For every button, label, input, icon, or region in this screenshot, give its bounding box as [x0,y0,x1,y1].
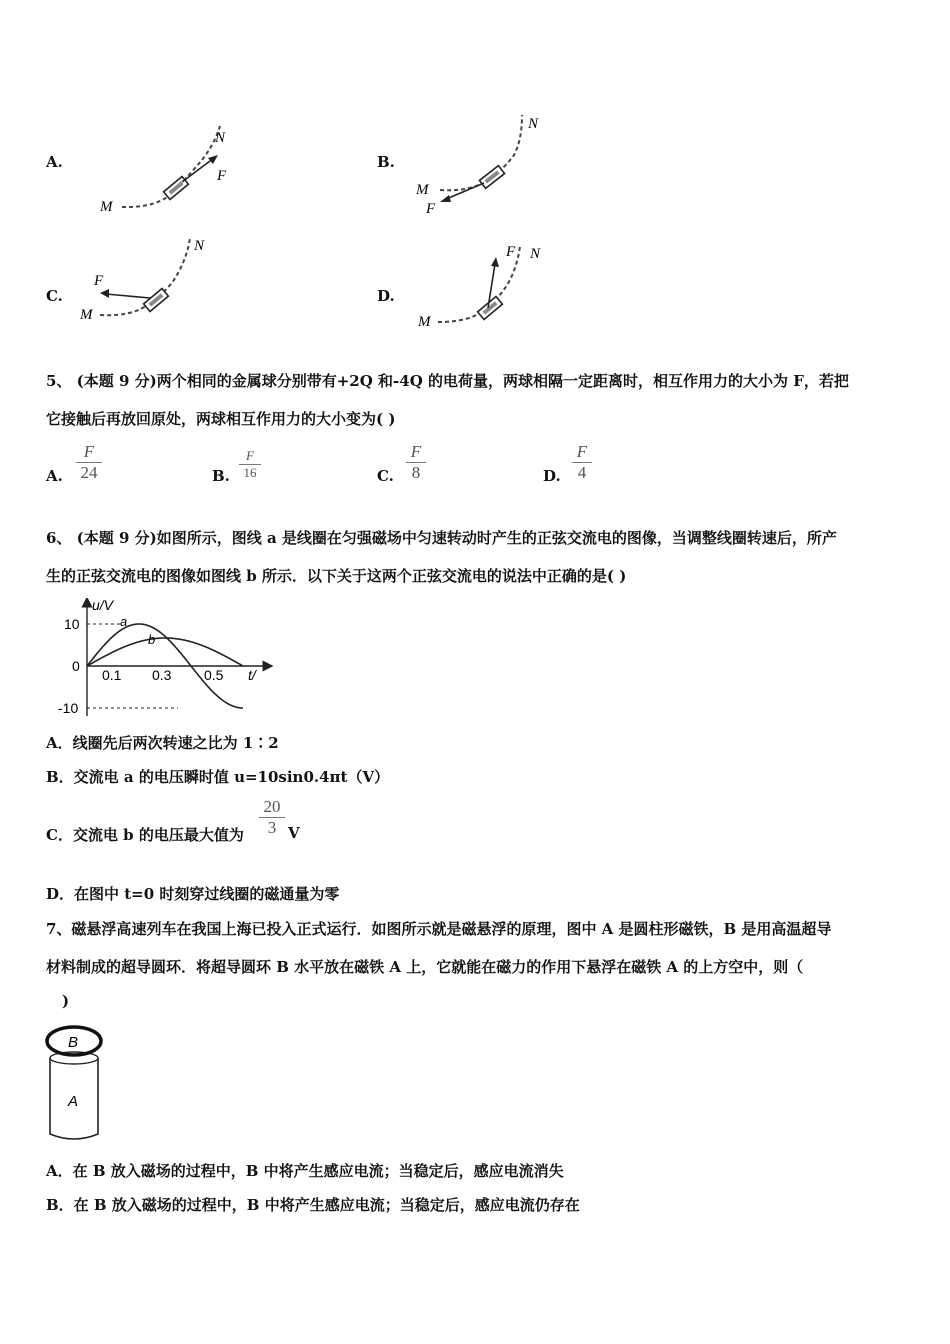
q5-c-denominator: 8 [411,463,421,482]
q5-option-c-label: C. [377,467,394,485]
q6-x-tick-0.3: 0.3 [152,667,172,683]
q4b-n-label: N [528,116,539,132]
q4c-m-label: M [80,307,93,323]
q4-option-c-label: C. [46,287,63,305]
q5-option-d-fraction [572,442,592,483]
q4-option-c-figure [78,233,238,328]
q5-a-numerator: F [76,442,102,463]
q4-option-d-figure [410,238,570,333]
q7-option-a: A．在 B 放入磁场的过程中，B 中将产生感应电流；当稳定后，感应电流消失 [46,1162,564,1180]
q6-x-label: t/ [248,667,256,683]
q7-magnet-label: A [68,1093,79,1110]
q5-a-denominator: 24 [80,463,98,482]
q6-option-d: D．在图中 t=0 时刻穿过线圈的磁通量为零 [46,885,340,903]
q6-x-tick-0.5: 0.5 [204,667,224,683]
q7-magnet-figure [40,1022,110,1144]
q4a-f-label: F [217,168,227,184]
q6-option-c-unit: V [288,824,300,842]
q5-option-a-fraction [76,442,102,483]
q4a-n-label: N [215,130,226,146]
q6-curve-a-label: a [120,614,128,629]
q4-option-b-label: B. [377,153,395,171]
q5-option-d-label: D. [543,467,561,485]
q7-line3: ) [62,992,70,1010]
q6-x-tick-0.1: 0.1 [102,667,122,683]
q4d-m-label: M [418,314,431,330]
q6-waveform-graph [50,598,280,720]
q6-option-b: B．交流电 a 的电压瞬时值 u=10sin0.4πt（V） [46,768,390,786]
q7-line1: 7、磁悬浮高速列车在我国上海已投入正式运行．如图所示就是磁悬浮的原理，图中 A 是圆柱形磁铁，B 是用高温超导 [46,920,832,938]
q6-option-c-text: C．交流电 b 的电压最大值为 [46,826,244,844]
q7-line2: 材料制成的超导圆环．将超导圆环 B 水平放在磁铁 A 上，它就能在磁力的作用下悬浮在磁铁 A 的上方空中，则（ [46,958,804,976]
q4c-n-label: N [194,238,205,254]
q4d-f-label: F [506,244,516,260]
q4d-n-label: N [530,246,541,262]
q5-b-numerator: F [239,448,261,465]
q6-curve-b [87,638,243,666]
q4b-f-label: F [426,201,436,216]
q5-d-denominator: 4 [577,463,587,482]
q5-line2: 它接触后再放回原处，两球相互作用力的大小变为( ) [46,410,396,428]
q5-line1: 5、 (本题 9 分)两个相同的金属球分别带有+2Q 和-4Q 的电荷量，两球相隔一定距离时，相互作用力的大小为 F，若把 [46,372,849,390]
q6-y-zero-tick: 0 [72,658,80,674]
q6-c-denominator: 3 [267,818,277,837]
q4a-m-label: M [100,199,113,215]
q5-d-numerator: F [572,442,592,463]
q4-option-d-label: D. [377,287,395,305]
q6-option-a: A．线圈先后两次转速之比为 1∶2 [46,734,279,752]
q7-option-b: B．在 B 放入磁场的过程中，B 中将产生感应电流；当稳定后，感应电流仍存在 [46,1196,580,1214]
q4b-m-label: M [416,182,429,198]
q5-b-denominator: 16 [243,465,257,480]
q5-option-b-fraction [239,448,261,481]
q6-line1: 6、 (本题 9 分)如图所示，图线 a 是线圈在匀强磁场中匀速转动时产生的正弦交流电的图像，当调整线圈转速后，所产 [46,529,837,547]
q6-line2: 生的正弦交流电的图像如图线 b 所示．以下关于这两个正弦交流电的说法中正确的是( ) [46,567,627,585]
q5-c-numerator: F [406,442,426,463]
q4c-f-label: F [94,273,104,289]
q4-option-a-label: A. [46,153,63,171]
q7-ring-label: B [68,1034,79,1051]
q6-curve-b-label: b [148,632,156,647]
q4-option-b-figure [410,110,570,216]
q5-option-b-label: B. [212,467,230,485]
q6-y-bottom-tick: -10 [58,700,79,716]
q6-y-top-tick: 10 [64,616,80,632]
q5-option-a-label: A. [46,467,63,485]
q6-option-c-fraction [259,797,285,838]
q4-option-a-figure [90,118,250,218]
q6-c-numerator: 20 [259,797,285,818]
q6-y-label: u/V [92,598,114,613]
q5-option-c-fraction [406,442,426,483]
